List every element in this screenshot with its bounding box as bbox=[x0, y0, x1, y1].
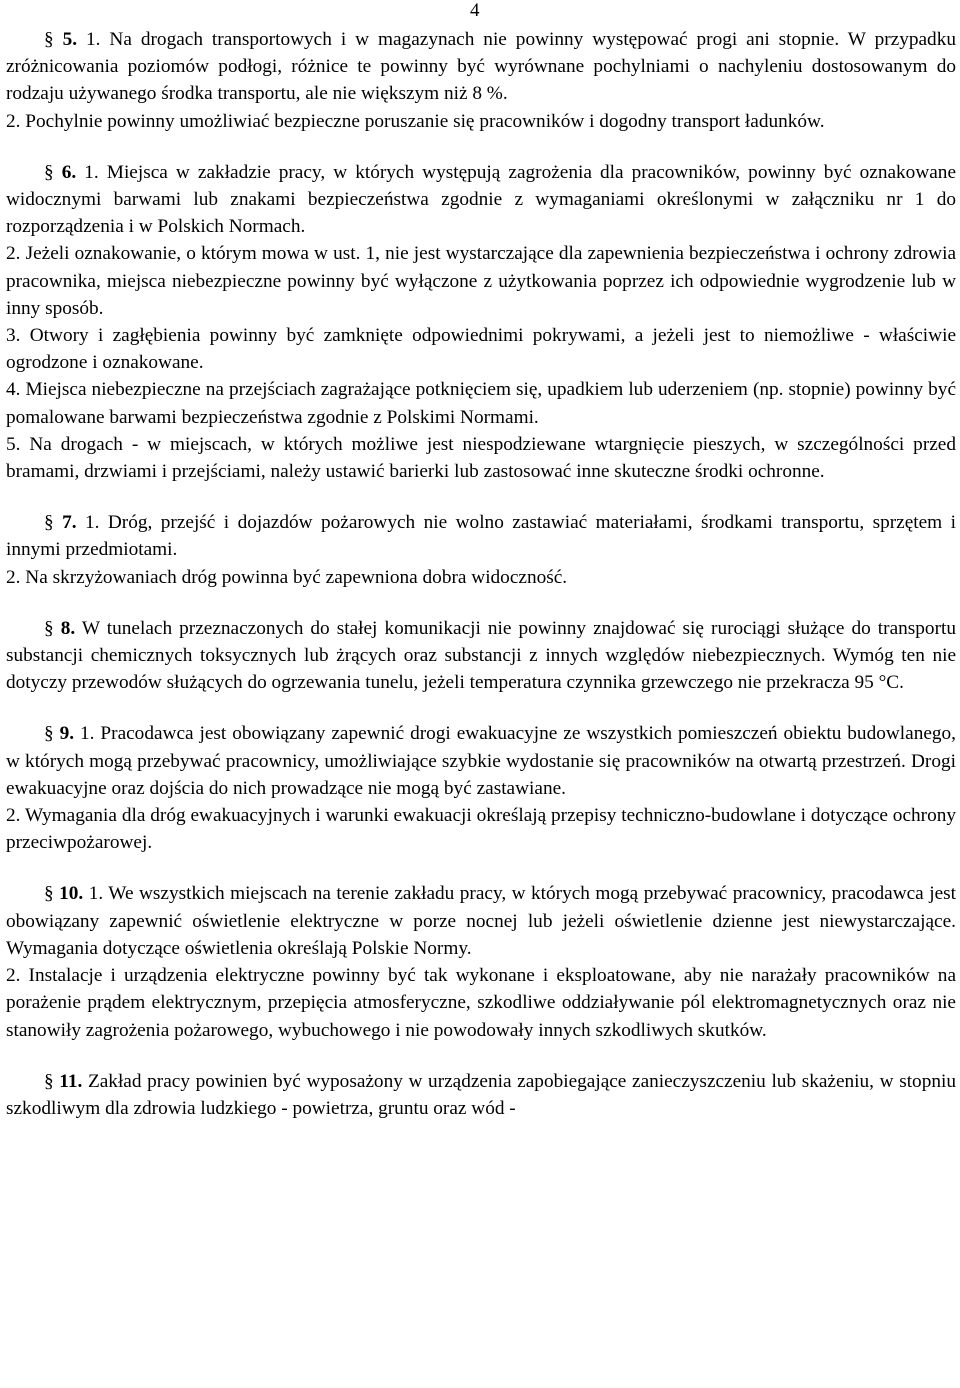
section-separator bbox=[6, 856, 956, 880]
section-9 bbox=[6, 720, 956, 856]
section-number: 8. bbox=[60, 617, 76, 639]
section-8-paragraph-1 bbox=[6, 615, 956, 697]
section-number: 5. bbox=[62, 29, 78, 50]
section-7 bbox=[6, 509, 956, 591]
section-6-paragraph-5: 5. Na drogach - w miejscach, w których możliwe jest niespodziewane wtargnięcie pieszych, w szczególności przed bramami, drzwiami i przejściami, należy ustawić barierki lub zastosować inne skuteczne środki ochronne. bbox=[6, 433, 956, 483]
section-10-paragraph-1 bbox=[6, 880, 956, 962]
paragraph-text: 1. Pracodawca jest obowiązany zapewnić drogi ewakuacyjne ze wszystkich pomieszczeń obiektu budowlanego, w których mogą przebywać pracownicy, umożliwiające szybkie wydostanie się pracowników na otwartą przestrzeń. Drogi ewakuacyjne oraz dojścia do nich prowadzące nie mogą być zastawiane. bbox=[6, 723, 956, 799]
paragraph-text: 1. Na drogach transportowych i w magazynach nie powinny występować progi ani stopnie. W przypadku zróżnicowania poziomów podłogi, różnice te powinny być wyrównane pochylniami o nachyleniu dostosowanym do rodzaju używanego środka transportu, ale nie większym niż 8 %. bbox=[6, 29, 956, 105]
section-5-paragraph-2: 2. Pochylnie powinny umożliwiać bezpieczne poruszanie się pracowników i dogodny transport ładunków. bbox=[6, 110, 825, 132]
section-number: 7. bbox=[62, 512, 77, 534]
section-6 bbox=[6, 159, 956, 485]
section-number: 6. bbox=[61, 161, 77, 183]
section-mark: § bbox=[44, 723, 54, 745]
section-11 bbox=[6, 1068, 956, 1122]
paragraph-text: 1. Miejsca w zakładzie pracy, w których występują zagrożenia dla pracowników, powinny być oznakowane widocznymi barwami lub znakami bezpieczeństwa zgodnie z wymaganiami określonymi w załączniku nr 1 do rozporządzenia i w Polskich Normach. bbox=[6, 161, 956, 238]
section-7-paragraph-1 bbox=[6, 509, 956, 563]
section-separator bbox=[6, 591, 956, 615]
paragraph-text: 1. We wszystkich miejscach na terenie zakładu pracy, w których mogą przebywać pracownicy, pracodawca jest obowiązany zapewnić oświetlenie elektryczne w porze nocnej lub jeżeli oświetlenie dzienne jest niewystarczające. Wymagania dotyczące oświetlenia określają Polskie Normy. bbox=[6, 883, 956, 959]
section-mark: § bbox=[44, 161, 54, 183]
section-6-paragraph-1 bbox=[6, 159, 956, 241]
section-9-paragraph-1 bbox=[6, 720, 956, 802]
section-11-paragraph-1 bbox=[6, 1068, 956, 1122]
section-5 bbox=[6, 26, 956, 135]
section-10 bbox=[6, 880, 956, 1043]
section-5-paragraph-1 bbox=[6, 26, 956, 108]
section-separator bbox=[6, 485, 956, 509]
document-body bbox=[6, 26, 956, 1122]
section-mark: § bbox=[44, 617, 54, 639]
section-8 bbox=[6, 615, 956, 697]
paragraph-text: W tunelach przeznaczonych do stałej komunikacji nie powinny znajdować się rurociągi służące do transportu substancji chemicznych toksycznych lub żrących oraz substancji z innych względów niebezpiecznych. Wymóg ten nie dotyczy przewodów służących do ogrzewania tunelu, jeżeli temperatura czynnika grzewczego nie przekracza 95 °C. bbox=[6, 617, 956, 694]
section-9-paragraph-2: 2. Wymagania dla dróg ewakuacyjnych i warunki ewakuacji określają przepisy techniczno-budowlane i dotyczące ochrony przeciwpożarowej. bbox=[6, 805, 956, 854]
section-6-paragraph-3: 3. Otwory i zagłębienia powinny być zamknięte odpowiednimi pokrywami, a jeżeli jest to niemożliwe - właściwie ogrodzone i oznakowane. bbox=[6, 325, 956, 374]
section-mark: § bbox=[44, 883, 54, 905]
section-6-paragraph-4: 4. Miejsca niebezpieczne na przejściach zagrażające potknięciem się, upadkiem lub uderzeniem (np. stopnie) powinny być pomalowane barwami bezpieczeństwa zgodnie z Polskimi Normami. bbox=[6, 379, 956, 428]
section-6-paragraph-2: 2. Jeżeli oznakowanie, o którym mowa w ust. 1, nie jest wystarczające dla zapewnienia bezpieczeństwa i ochrony zdrowia pracownika, miejsca niebezpieczne powinny być wyłączone z użytkowania poprzez ich odpowiednie wygrodzenie lub w inny sposób. bbox=[6, 243, 956, 319]
section-number: 11. bbox=[59, 1070, 83, 1092]
paragraph-text: Zakład pracy powinien być wyposażony w urządzenia zapobiegające zanieczyszczeniu lub skażeniu, w stopniu szkodliwym dla zdrowia ludzkiego - powietrza, gruntu oraz wód - bbox=[6, 1070, 956, 1119]
section-10-paragraph-2: 2. Instalacje i urządzenia elektryczne powinny być tak wykonane i eksploatowane, aby nie narażały pracowników na porażenie prądem elektrycznym, przepięcia atmosferyczne, szkodliwe oddziaływanie pól elektromagnetycznych oraz nie stanowiły zagrożenia pożarowego, wybuchowego i nie powodowały innych szkodliwych skutków. bbox=[6, 965, 956, 1041]
section-number: 10. bbox=[59, 883, 84, 905]
paragraph-text: 1. Dróg, przejść i dojazdów pożarowych nie wolno zastawiać materiałami, środkami transportu, sprzętem i innymi przedmiotami. bbox=[6, 512, 956, 561]
section-mark: § bbox=[44, 29, 54, 50]
page-number: 4 bbox=[470, 0, 480, 21]
section-7-paragraph-2: 2. Na skrzyżowaniach dróg powinna być zapewniona dobra widoczność. bbox=[6, 566, 568, 588]
section-mark: § bbox=[44, 512, 54, 534]
section-number: 9. bbox=[59, 723, 75, 745]
section-separator bbox=[6, 696, 956, 720]
section-separator bbox=[6, 1044, 956, 1068]
section-separator bbox=[6, 135, 956, 159]
section-mark: § bbox=[44, 1070, 54, 1092]
